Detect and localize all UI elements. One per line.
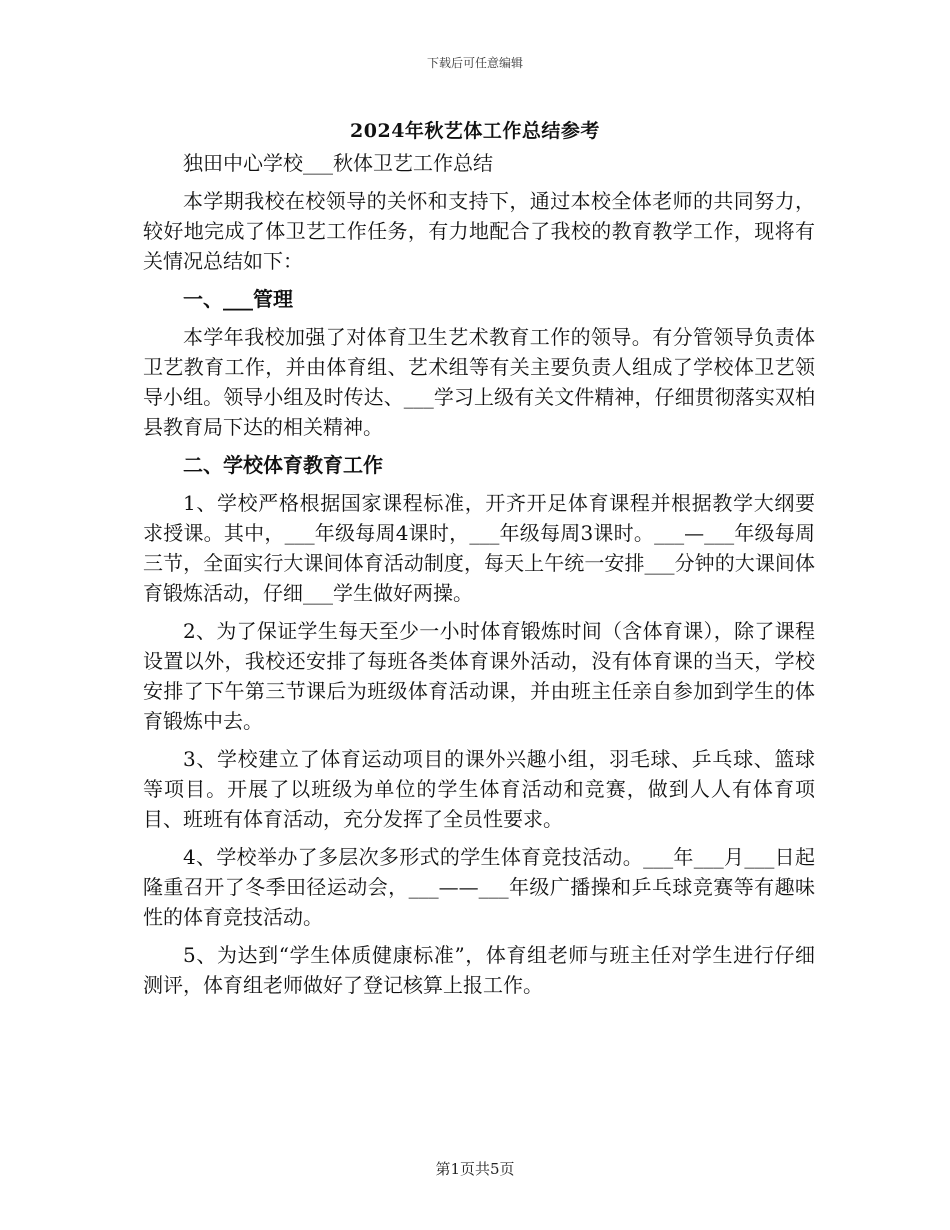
subtitle-line: 独田中心学校___秋体卫艺工作总结 [183,151,493,175]
pe-item-1: 1、学校严格根据国家课程标准，开齐开足体育课程并根据教学大纲要求授课。其中，___年级每周4课时，___年级每周3课时。___—___年级每周三节，全面实行大课间体育活动制度，每天上午统一安排___分钟的大课间体育锻炼活动，仔细___学生做好两操。 [143,491,815,605]
section-heading-management: 一、___管理 [183,287,293,311]
page-footer: 第1页共5页 [435,1160,515,1178]
pe-item-2: 2、为了保证学生每天至少一小时体育锻炼时间（含体育课），除了课程设置以外，我校还安排了每班各类体育课外活动，没有体育课的当天，学校安排了下午第三节课后为班级体育活动课，并由班主任亲自参加到学生的体育锻炼中去。 [143,619,815,733]
document-title: 2024年秋艺体工作总结参考 [350,120,600,142]
pe-item-5: 5、为达到“学生体质健康标准”，体育组老师与班主任对学生进行仔细测评，体育组老师做好了登记核算上报工作。 [143,943,815,997]
page-header: 下载后可任意编辑 [426,56,523,70]
pe-item-3: 3、学校建立了体育运动项目的课外兴趣小组，羽毛球、乒乓球、篮球等项目。开展了以班级为单位的学生体育活动和竞赛，做到人人有体育项目、班班有体育活动，充分发挥了全员性要求。 [143,747,815,831]
section-heading-pe: 二、学校体育教育工作 [183,453,383,477]
document-body [143,148,815,1008]
intro-paragraph: 本学期我校在校领导的关怀和支持下，通过本校全体老师的共同努力，较好地完成了体卫艺工作任务，有力地配合了我校的教育教学工作，现将有关情况总结如下： [143,189,815,273]
pe-item-4: 4、学校举办了多层次多形式的学生体育竞技活动。___年___月___日起隆重召开了冬季田径运动会，___——___年级广播操和乒乓球竞赛等有趣味性的体育竞技活动。 [143,845,815,929]
management-paragraph: 本学年我校加强了对体育卫生艺术教育工作的领导。有分管领导负责体卫艺教育工作，并由体育组、艺术组等有关主要负责人组成了学校体卫艺领导小组。领导小组及时传达、___学习上级有关文件精神，仔细贯彻落实双柏县教育局下达的相关精神。 [143,325,815,439]
